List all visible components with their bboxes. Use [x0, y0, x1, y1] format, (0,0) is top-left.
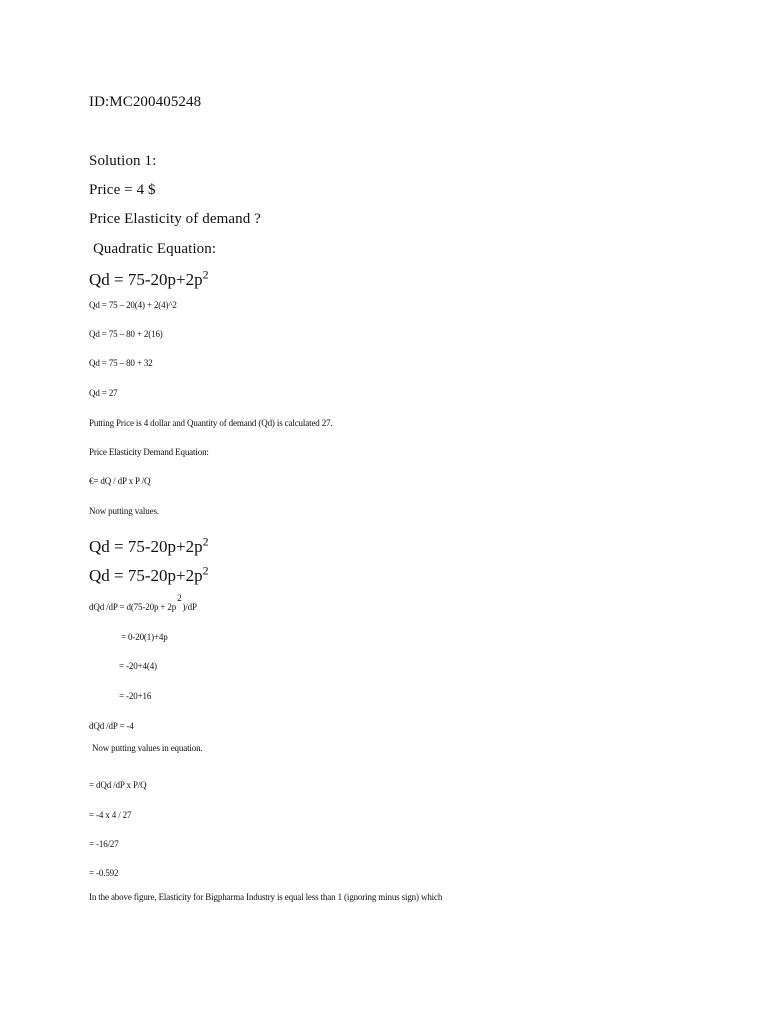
ped-equation-label: Price Elasticity Demand Equation:: [89, 447, 209, 457]
calc-line-3: Qd = 75 – 80 + 32: [89, 358, 153, 368]
derivative-exponent: 2: [177, 593, 182, 603]
solution-title: Solution 1:: [89, 153, 157, 169]
derivative-result: dQd /dP = -4: [89, 721, 134, 731]
derivative-step-3: = -20+16: [119, 691, 152, 701]
putting-price-text: Putting Price is 4 dollar and Quantity of demand (Qd) is calculated 27.: [89, 418, 333, 428]
conclusion-text: In the above figure, Elasticity for Bigpharma Industry is equal less than 1 (ignoring minus sign) which: [89, 892, 443, 902]
qd-equation-base: Qd = 75-20p+2p: [89, 566, 203, 585]
student-id: ID:MC200405248: [89, 94, 202, 110]
derivative-step-1: = 0-20(1)+4p: [121, 632, 168, 642]
derivative-lhs-end: )/dP: [182, 602, 197, 612]
final-step-1: = dQd /dP x P/Q: [89, 780, 147, 790]
qd-equation-exponent: 2: [202, 267, 209, 282]
final-step-4: = -0.592: [89, 868, 119, 878]
qd-equation-3: [89, 563, 209, 585]
quadratic-label: Quadratic Equation:: [93, 241, 217, 257]
calc-line-1: Qd = 75 – 20(4) + 2(4)^2: [89, 300, 177, 310]
derivative-lhs-start: dQd /dP = d(75-20p + 2p: [89, 602, 177, 612]
elasticity-question: Price Elasticity of demand ?: [89, 211, 261, 227]
derivative-step-2: = -20+4(4): [119, 661, 157, 671]
qd-equation-1: [89, 267, 209, 289]
final-step-2: = -4 x 4 / 27: [89, 810, 132, 820]
derivative-line: [89, 593, 197, 612]
qd-equation-exponent: 2: [202, 563, 209, 578]
final-step-3: = -16/27: [89, 839, 119, 849]
qd-equation-2: [89, 534, 209, 556]
price-line: Price = 4 $: [89, 182, 156, 198]
calc-line-2: Qd = 75 – 80 + 2(16): [89, 329, 163, 339]
now-putting-values-equation: Now putting values in equation.: [92, 743, 203, 753]
ped-formula: €= dQ / dP x P /Q: [89, 476, 151, 486]
calc-line-4: Qd = 27: [89, 388, 118, 398]
qd-equation-base: Qd = 75-20p+2p: [89, 270, 203, 289]
qd-equation-base: Qd = 75-20p+2p: [89, 537, 203, 556]
qd-equation-exponent: 2: [202, 534, 209, 549]
now-putting-values: Now putting values.: [89, 506, 159, 516]
